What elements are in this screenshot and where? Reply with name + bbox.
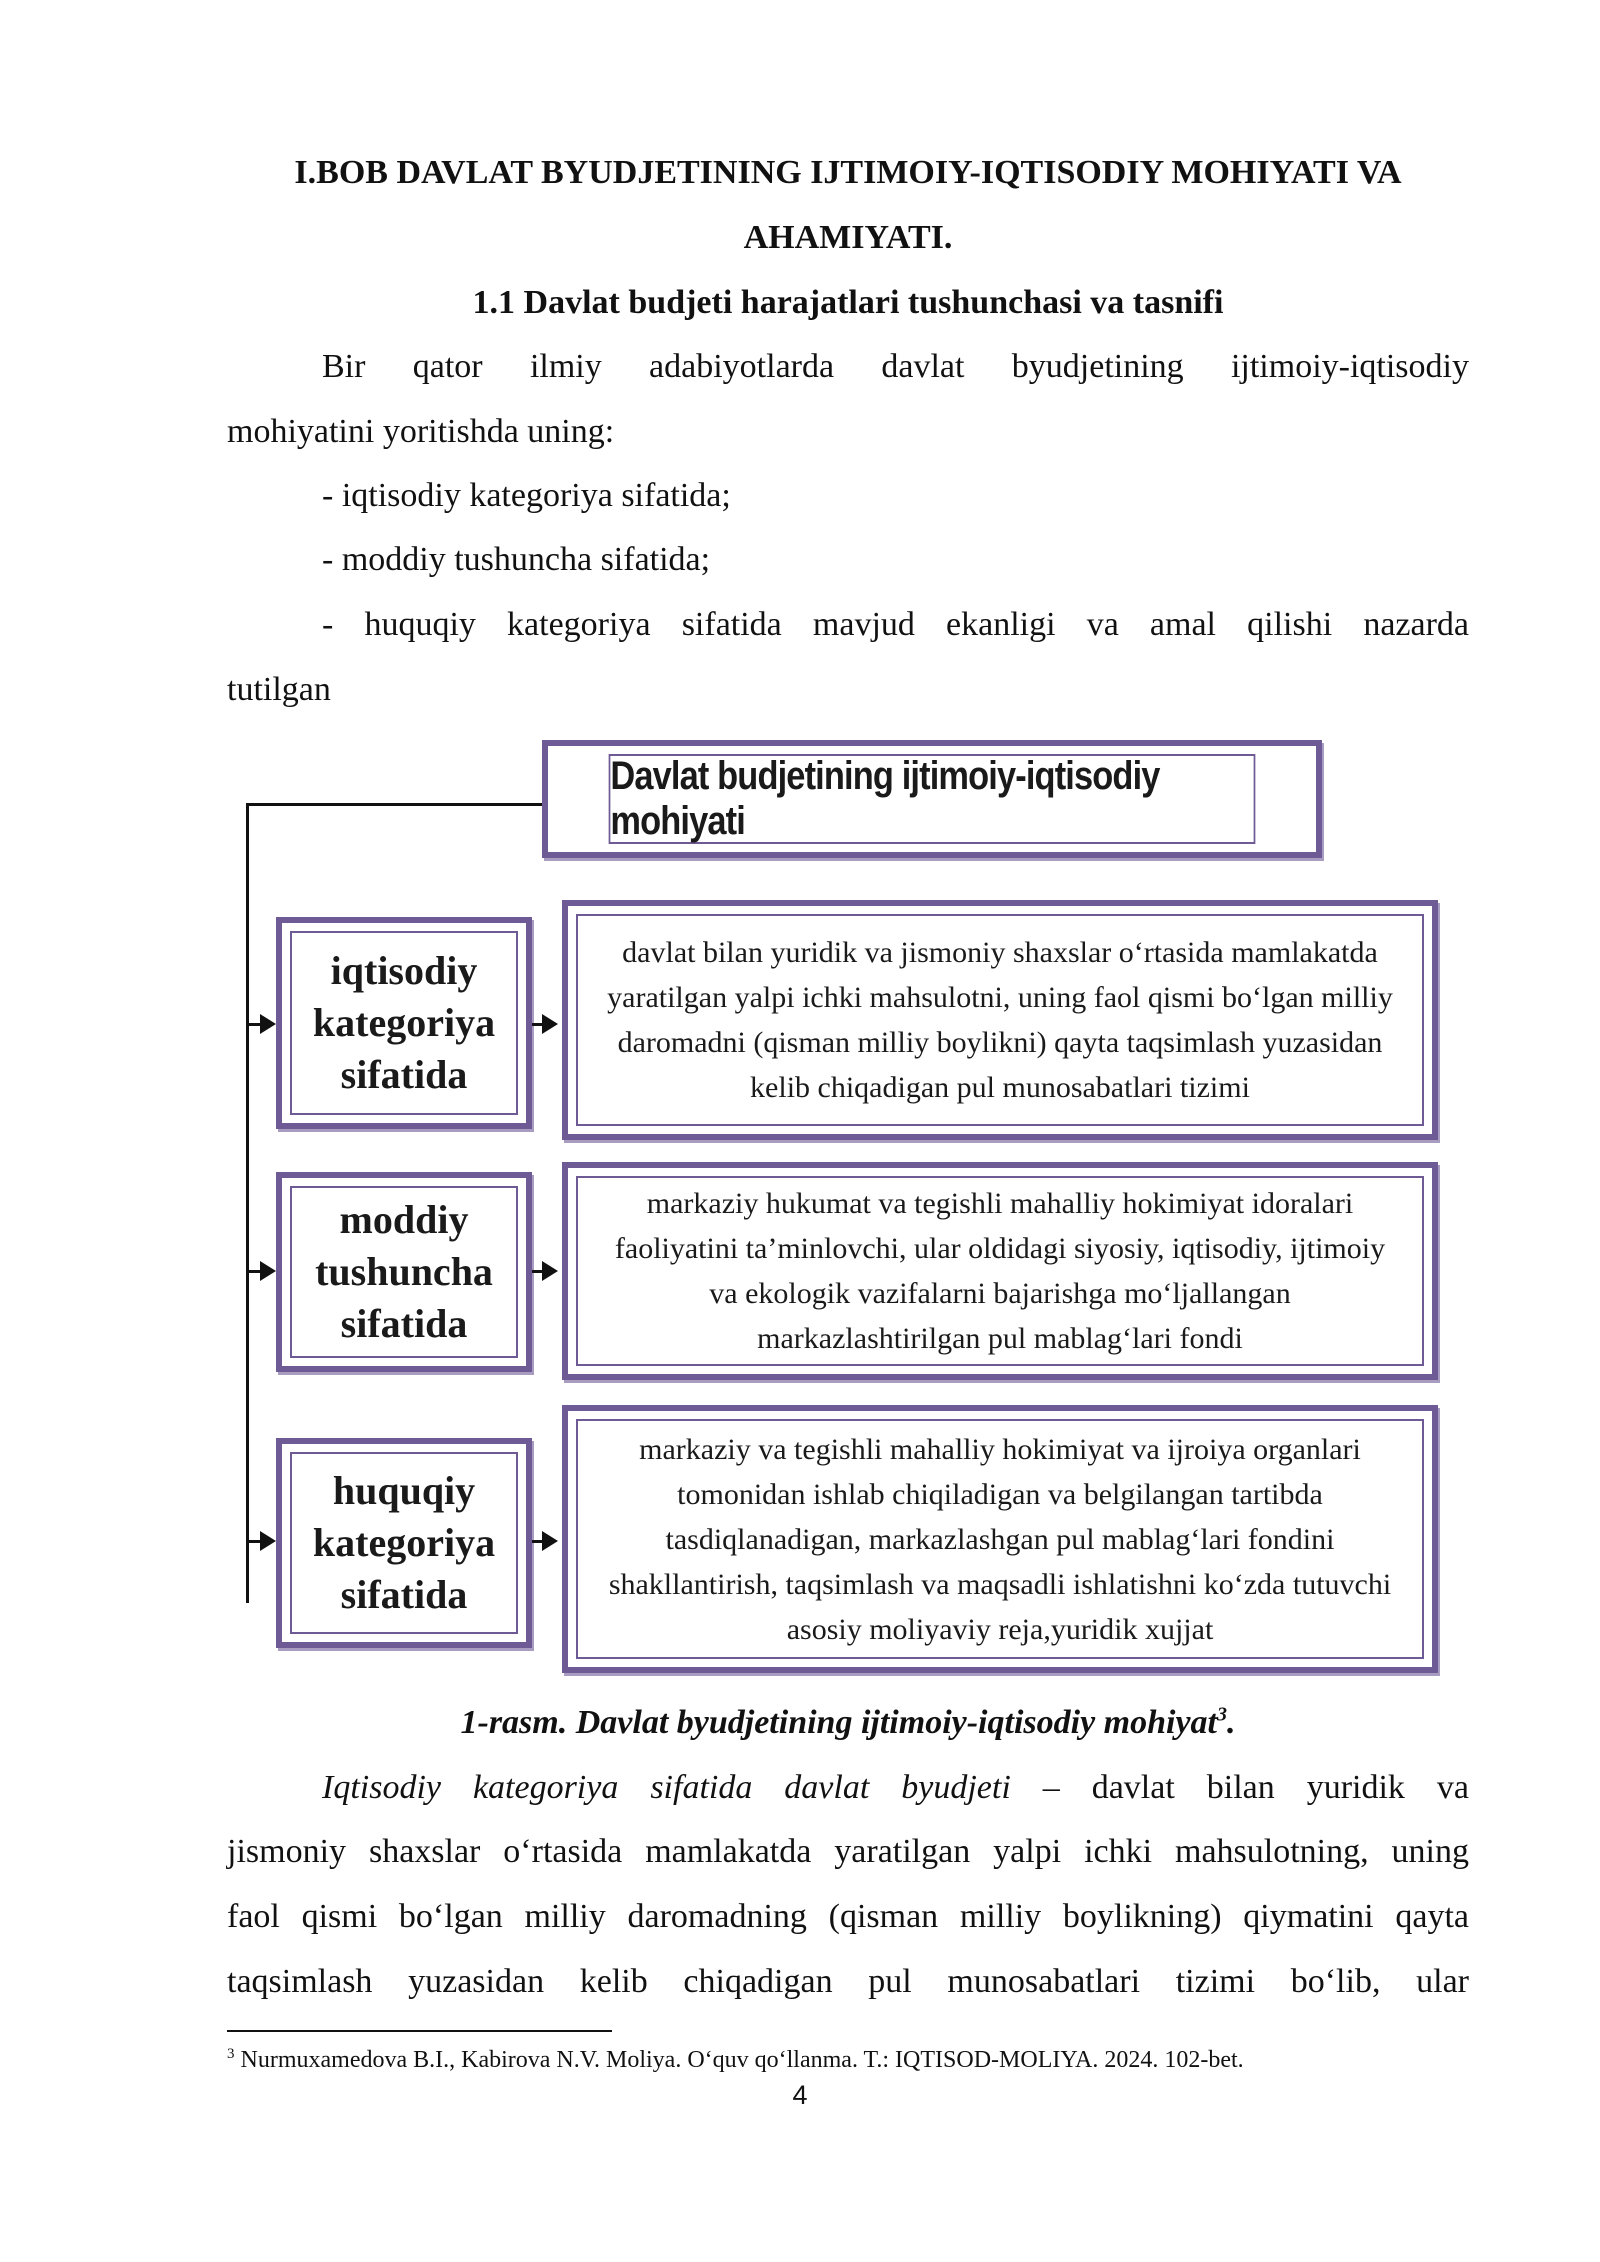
desc-line: daromadni (qisman milliy boylikni) qayta taqsimlash yuzasidan: [617, 1026, 1383, 1059]
figure-caption-footnote-ref[interactable]: 3: [1217, 1703, 1227, 1726]
arrow-right-icon: [260, 1014, 276, 1034]
label-line: sifatida: [340, 1052, 468, 1097]
figure-caption: [227, 1703, 1469, 1743]
list-tail: tutilgan: [227, 671, 331, 708]
label-line: iqtisodiy: [330, 948, 478, 993]
para-italic-term: Iqtisodiy kategoriya sifatida davlat byudjeti: [322, 1769, 1011, 1806]
desc-box-iqtisodiy: [562, 900, 1438, 1140]
label-box-iqtisodiy: [276, 917, 532, 1129]
para-line-4: taqsimlash yuzasidan kelib chiqadigan pul munosabatlari tizimi bo‘lib, ular: [227, 1963, 1469, 2000]
chapter-title-line2: AHAMIYATI.: [743, 219, 953, 256]
label-box-moddiy: [276, 1172, 532, 1372]
figure-caption-end: .: [1227, 1704, 1236, 1741]
page-number: 4: [792, 2080, 808, 2110]
connector-vertical: [246, 803, 249, 1603]
arrow-right-icon: [260, 1531, 276, 1551]
footnote-separator: [227, 2030, 612, 2032]
label-box-huquqiy: [276, 1438, 532, 1648]
diagram-header: Davlat budjetining ijtimoiy-iqtisodiy mohiyati: [609, 754, 1256, 844]
desc-line: markaziy hukumat va tegishli mahalliy hokimiyat idoralari: [646, 1187, 1354, 1220]
label-line: sifatida: [340, 1301, 468, 1346]
para-line-1-rest: – davlat bilan yuridik va: [1010, 1769, 1469, 1806]
list-item-1: - iqtisodiy kategoriya sifatida;: [322, 477, 731, 514]
intro-line-2: mohiyatini yoritishda uning:: [227, 413, 615, 450]
desc-box-huquqiy: [562, 1405, 1438, 1673]
desc-line: kelib chiqadigan pul munosabatlari tizimi: [750, 1071, 1250, 1104]
list-item-3: - huquqiy kategoriya sifatida mavjud ekanligi va amal qilishi nazarda: [322, 606, 1469, 643]
desc-line: tasdiqlanadigan, markazlashgan pul mablag‘lari fondini: [665, 1522, 1335, 1556]
label-line: tushuncha: [315, 1249, 493, 1294]
intro-line-1: Bir qator ilmiy adabiyotlarda davlat byudjetining ijtimoiy-iqtisodiy: [322, 348, 1469, 385]
label-line: moddiy: [339, 1197, 469, 1242]
desc-line: markaziy va tegishli mahalliy hokimiyat va ijroiya organlari: [639, 1432, 1361, 1466]
footnote: [227, 2045, 1244, 2075]
desc-line: yaratilgan yalpi ichki mahsulotni, uning faol qismi bo‘lgan milliy: [607, 981, 1393, 1014]
para-line-3: faol qismi bo‘lgan milliy daromadning (qisman milliy boylikning) qiymatini qayta: [227, 1898, 1469, 1935]
desc-line: tomonidan ishlab chiqiladigan va belgilangan tartibda: [677, 1477, 1323, 1511]
desc-line: va ekologik vazifalarni bajarishga mo‘ljallangan: [709, 1277, 1291, 1310]
desc-line: markazlashtirilgan pul mablag‘lari fondi: [757, 1322, 1243, 1355]
figure-caption-text: 1-rasm. Davlat byudjetining ijtimoiy-iqtisodiy mohiyat: [460, 1704, 1217, 1741]
para-line-2: jismoniy shaxslar o‘rtasida mamlakatda yaratilgan yalpi ichki mahsulotning, uning: [227, 1833, 1469, 1870]
list-item-2: - moddiy tushuncha sifatida;: [322, 541, 711, 578]
desc-line: shakllantirish, taqsimlash va maqsadli ishlatishni ko‘zda tutuvchi: [608, 1567, 1392, 1601]
arrow-right-icon: [542, 1261, 558, 1281]
footnote-number: 3: [227, 2046, 235, 2062]
arrow-right-icon: [542, 1014, 558, 1034]
desc-line: faoliyatini ta’minlovchi, ular oldidagi siyosiy, iqtisodiy, ijtimoiy: [614, 1232, 1386, 1265]
mohiyat-diagram: [240, 740, 1460, 1685]
para-line-1: [322, 1768, 1469, 1808]
label-line: kategoriya: [312, 1000, 496, 1045]
label-line: kategoriya: [312, 1520, 496, 1565]
footnote-text: Nurmuxamedova B.I., Kabirova N.V. Moliya. O‘quv qo‘llanma. T.: IQTISOD-MOLIYA. 2024. 102-bet.: [234, 2047, 1244, 2073]
label-line: sifatida: [340, 1572, 468, 1617]
arrow-right-icon: [542, 1531, 558, 1551]
diagram-header-box: [542, 740, 1322, 858]
label-line: huquqiy: [332, 1468, 476, 1513]
desc-box-moddiy: [562, 1162, 1438, 1380]
chapter-title-line1: I.BOB DAVLAT BYUDJETINING IJTIMOIY-IQTISODIY MOHIYATI VA: [294, 154, 1402, 191]
desc-line: asosiy moliyaviy reja,yuridik xujjat: [786, 1612, 1214, 1646]
connector-top: [246, 803, 542, 806]
arrow-right-icon: [260, 1261, 276, 1281]
section-title: 1.1 Davlat budjeti harajatlari tushunchasi va tasnifi: [472, 284, 1224, 321]
desc-line: davlat bilan yuridik va jismoniy shaxslar o‘rtasida mamlakatda: [622, 936, 1378, 969]
